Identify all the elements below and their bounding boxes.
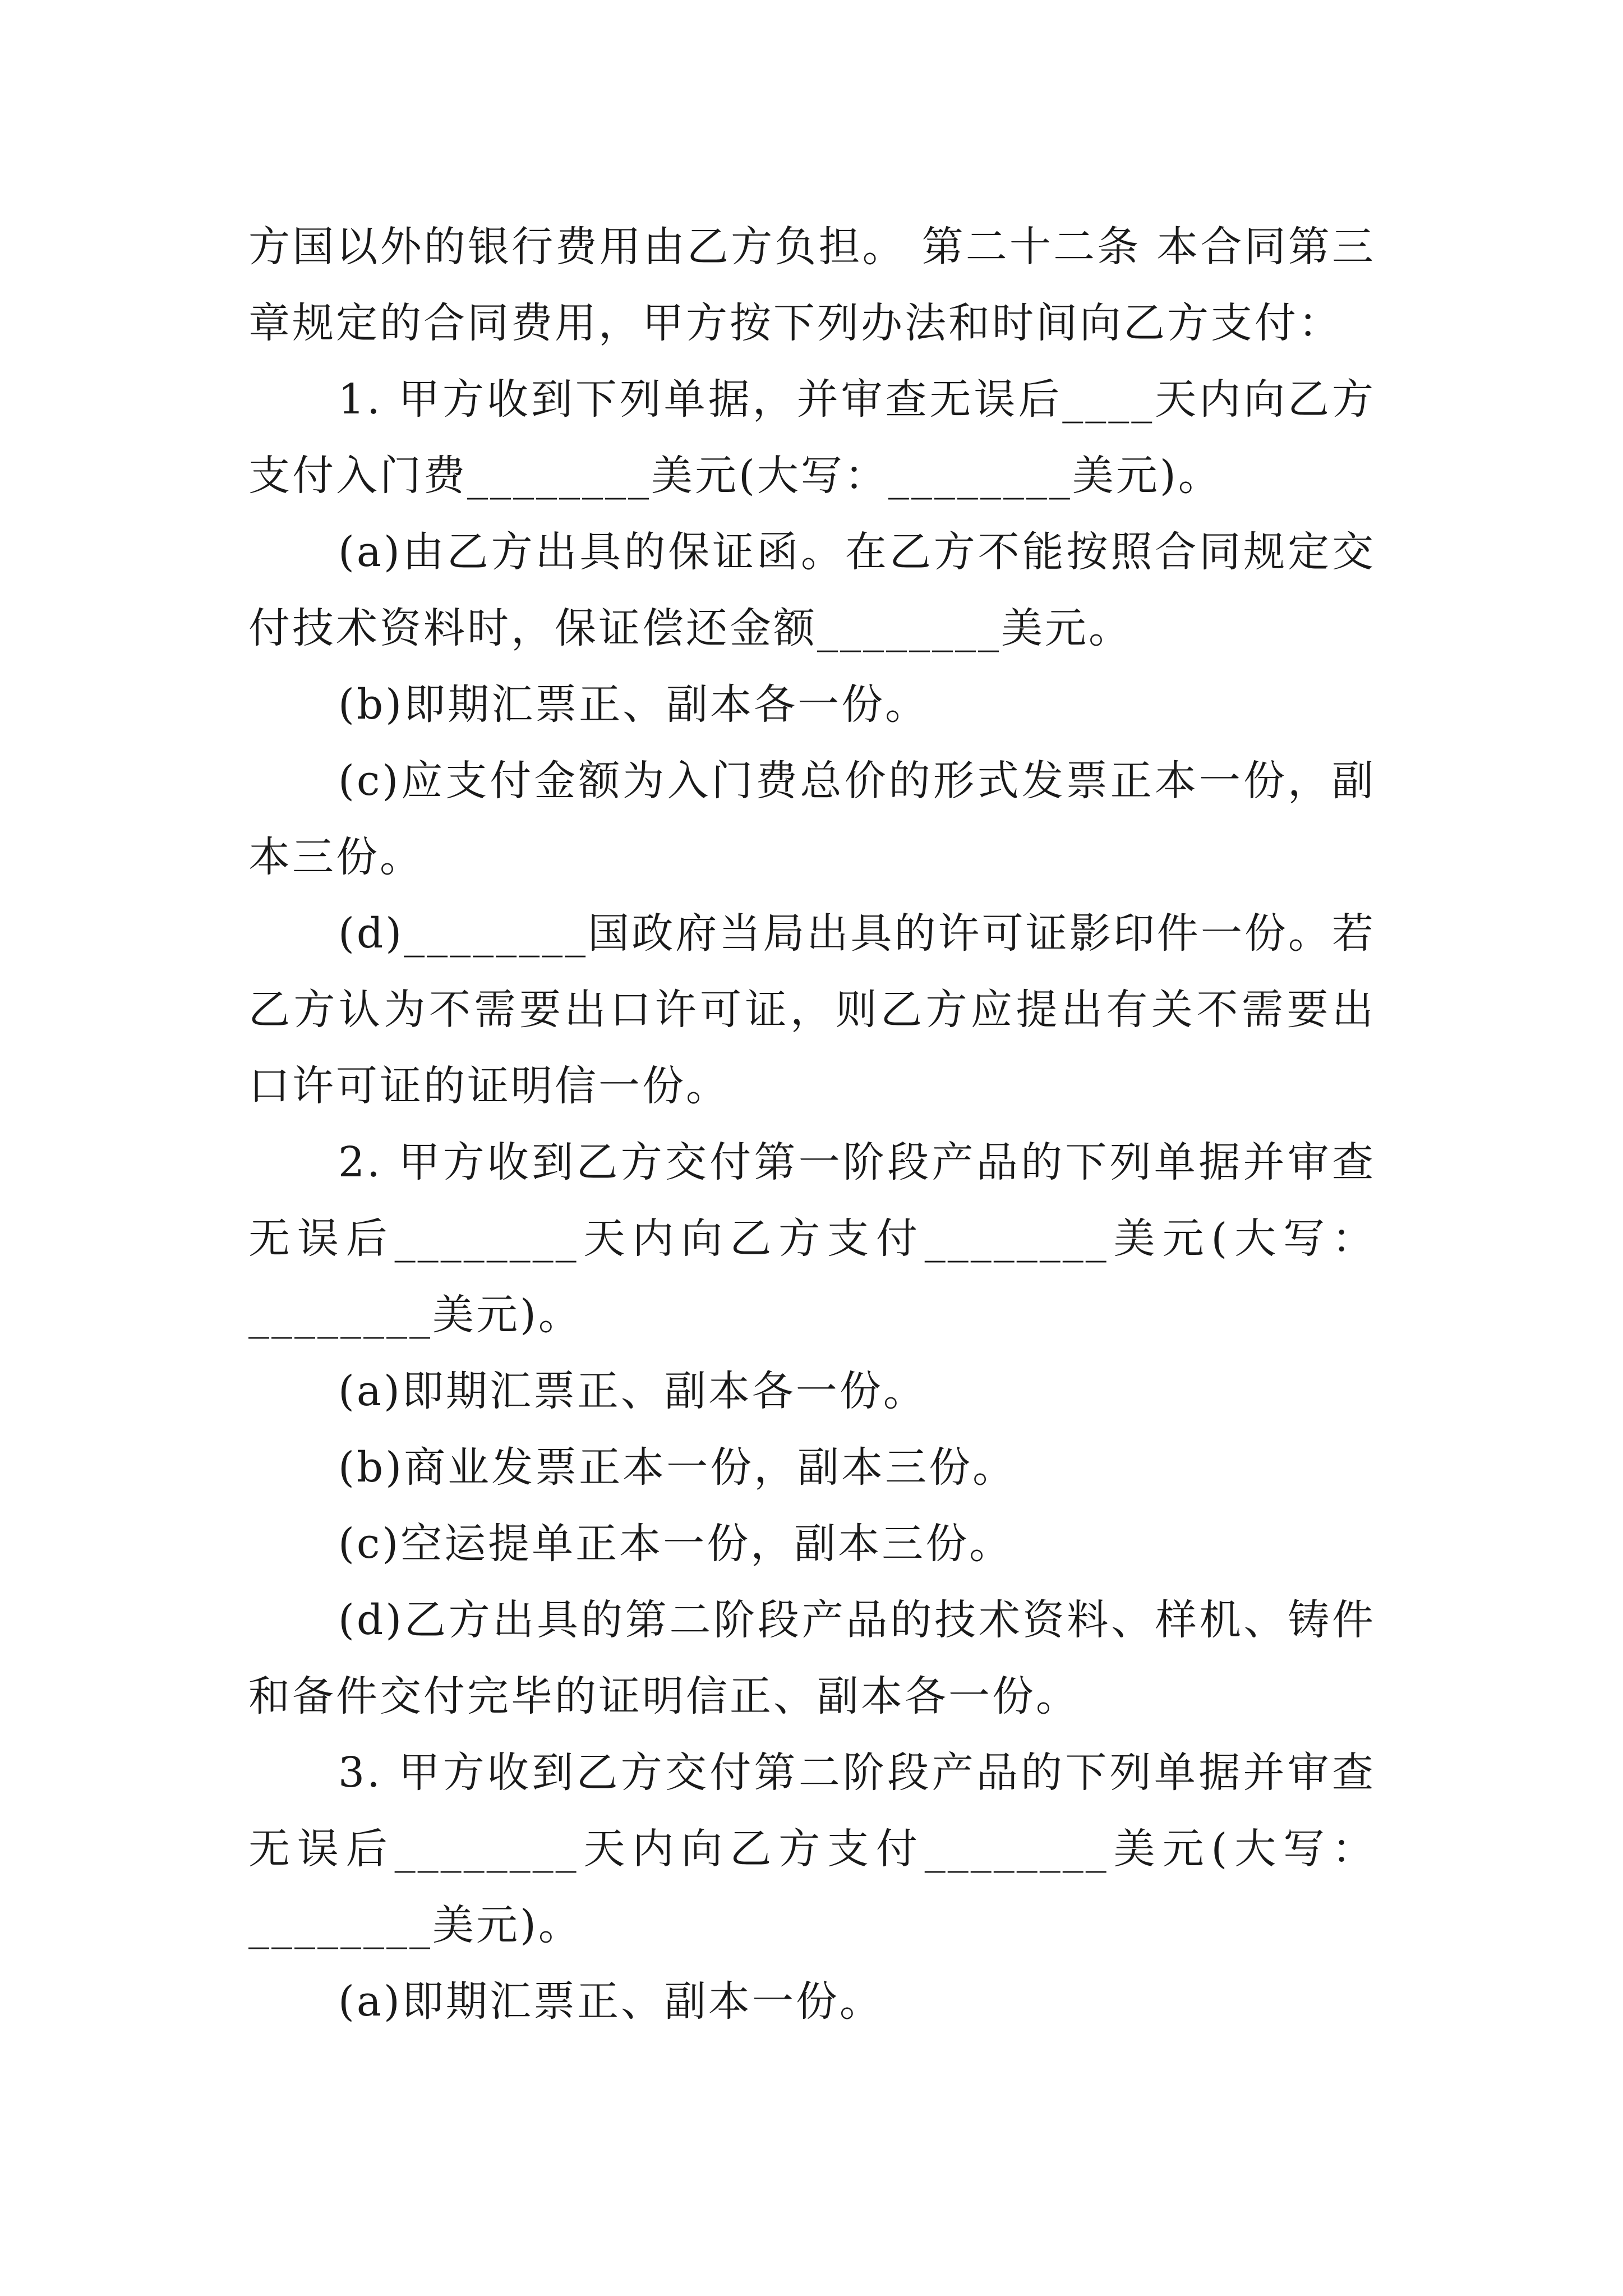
paragraph-item-1d: (d)________国政府当局出具的许可证影印件一份。若乙方认为不需要出口许可证，则乙方应提出有关不需要出口许可证的证明信一份。 (248, 909, 1376, 1110)
paragraph-item-2d: (d)乙方出具的第二阶段产品的技术资料、样机、铸件和备件交付完毕的证明信正、副本各一份。 (248, 1596, 1376, 1720)
paragraph-item-3a: (a)即期汇票正、副本一份。 (338, 1977, 883, 2026)
paragraph-item-3: 3. 甲方收到乙方交付第二阶段产品的下列单据并审查无误后________天内向乙方支付________美元(大写：________美元)。 (248, 1749, 1376, 1949)
paragraph-item-2a: (a)即期汇票正、副本各一份。 (338, 1367, 927, 1415)
paragraph-item-2c: (c)空运提单正本一份，副本三份。 (338, 1520, 1013, 1568)
paragraph-intro: 方国以外的银行费用由乙方负担。 第二十二条 本合同第三章规定的合同费用，甲方按下列办法和时间向乙方支付： (248, 223, 1376, 347)
paragraph-item-1c: (c)应支付金额为入门费总价的形式发票正本一份，副本三份。 (248, 757, 1376, 881)
paragraph-item-2b: (b)商业发票正本一份，副本三份。 (338, 1443, 1017, 1492)
paragraph-item-1a: (a)由乙方出具的保证函。在乙方不能按照合同规定交付技术资料时，保证偿还金额________美元。 (248, 528, 1376, 652)
document-page (248, 209, 1376, 2040)
paragraph-item-1b: (b)即期汇票正、副本各一份。 (338, 680, 929, 729)
paragraph-item-2: 2. 甲方收到乙方交付第一阶段产品的下列单据并审查无误后________天内向乙方支付________美元(大写：________美元)。 (248, 1138, 1376, 1339)
paragraph-item-1: 1. 甲方收到下列单据，并审查无误后____天内向乙方支付入门费________美元(大写：________美元)。 (248, 375, 1376, 500)
